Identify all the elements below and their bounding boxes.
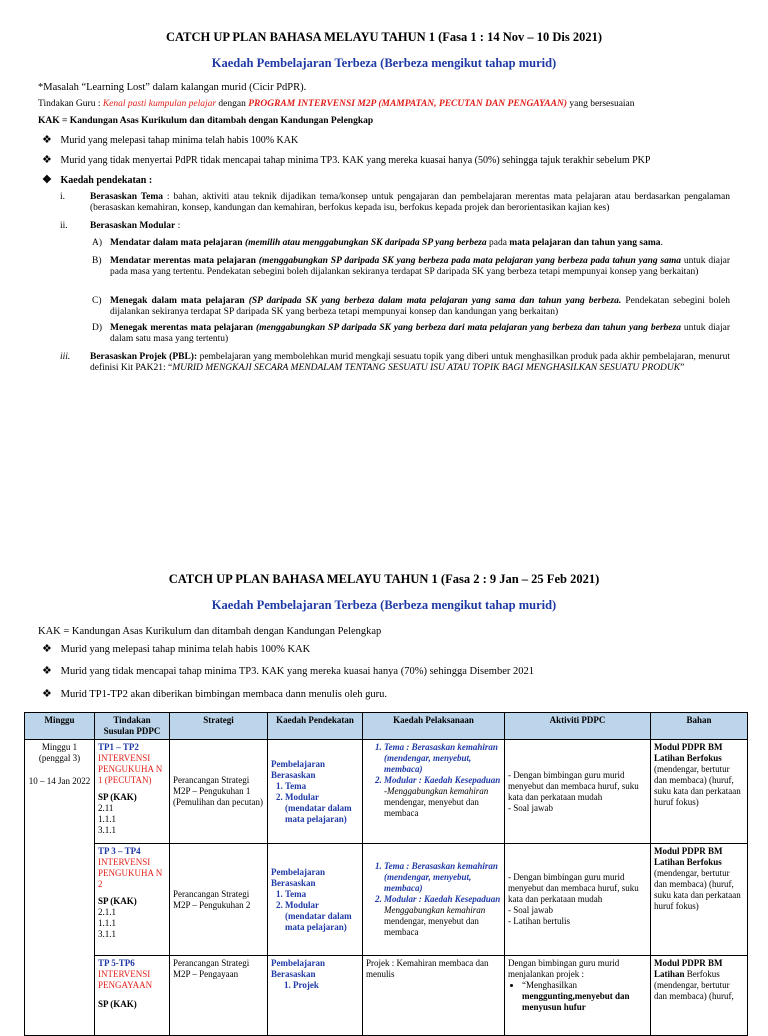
pendekatan-title: Pembelajaran Berasaskan bbox=[271, 758, 325, 780]
approach-project-quote-end: ” bbox=[680, 363, 685, 373]
phase1-title: CATCH UP PLAN BAHASA MELAYU TAHUN 1 (Fasa 1 : 14 Nov – 10 Dis 2021) bbox=[165, 30, 603, 44]
roman-numeral-ii: ii. bbox=[60, 221, 68, 231]
pelaksanaan-note-text: mendengar, menyebut dan membaca bbox=[384, 797, 479, 818]
pelaksanaan-note bbox=[366, 786, 501, 819]
modular-text: untuk diajar dalam satu masa yang tertentu) bbox=[110, 323, 731, 344]
header-bahan: Bahan bbox=[651, 713, 748, 740]
aktiviti-intro: Dengan bimbingan guru murid menjalankan projek : bbox=[508, 958, 620, 979]
diamond-bullet-icon: ❖ bbox=[42, 154, 52, 166]
aktiviti-text: Soal jawab bbox=[513, 802, 553, 813]
pelaksanaan-note bbox=[366, 905, 501, 938]
sp-code: 3.1.1 bbox=[98, 929, 116, 939]
pelaksanaan-note-text: mendengar, menyebut dan membaca bbox=[384, 916, 479, 937]
modular-title: Menegak dalam mata pelajaran bbox=[110, 296, 245, 306]
approach-modular-colon: : bbox=[175, 221, 181, 231]
phase2-bullet bbox=[42, 688, 742, 701]
list-item bbox=[384, 742, 501, 775]
table-row bbox=[25, 740, 748, 844]
pendekatan-cell bbox=[268, 844, 363, 956]
roman-numeral-iii: iii. bbox=[60, 352, 71, 362]
tp-level: TP 5-TP6 bbox=[98, 958, 135, 968]
approach-project-quote: MURID MENGKAJI SECARA MENDALAM TENTANG SESUATU ISU ATAU TOPIK BAGI MENGHASILKAN SESUATU PRODUK bbox=[172, 363, 681, 373]
pelaksanaan-cell bbox=[363, 740, 505, 844]
aktiviti-bold: menggunting,menyebut dan menyusun hufur bbox=[522, 991, 630, 1012]
action-highlight-1: Kenal pasti kumpulan pelajar bbox=[102, 99, 217, 109]
modular-title: Menegak merentas mata pelajaran bbox=[110, 323, 254, 333]
header-tindakan: Tindakan Susulan PDPC bbox=[95, 713, 170, 740]
aktiviti-list bbox=[508, 980, 647, 1013]
aktiviti-text: Dengan bimbingan guru murid menyebut dan membaca huruf, suku kata dan perkataan mudah bbox=[508, 872, 639, 904]
modular-item-b bbox=[110, 256, 730, 278]
aktiviti-cell bbox=[505, 844, 651, 956]
program-name: INTERVENSI PENGUKUHA N 2 bbox=[98, 857, 163, 889]
aktiviti-text: Soal jawab bbox=[513, 905, 553, 915]
tindakan-cell bbox=[95, 740, 170, 844]
plan-table bbox=[24, 712, 748, 1036]
modular-title: Mendatar merentas mata pelajaran bbox=[110, 256, 256, 266]
bahan-cell bbox=[651, 740, 748, 844]
bahan-title: Modul PDPR BM Latihan Berfokus bbox=[654, 742, 723, 763]
pelaksanaan-note-italic: Menggabungkan kemahiran bbox=[384, 905, 486, 915]
program-name: INTERVENSI PENGAYAAN bbox=[98, 969, 153, 990]
week-label: Minggu 1 (penggal 3) bbox=[38, 742, 81, 763]
header-kaedah-pendekatan: Kaedah Pendekatan bbox=[268, 713, 363, 740]
modular-text: pada bbox=[486, 238, 510, 248]
bahan-cell bbox=[651, 844, 748, 956]
list-item: 2. Modular (mendatar dalam mata pelajaran) bbox=[285, 900, 359, 933]
list-item: 1. Tema bbox=[285, 781, 359, 792]
diamond-bullet-icon: ❖ bbox=[42, 174, 52, 186]
pelaksanaan-theme: Tema : Berasaskan kemahiran (mendengar, menyebut, membaca) bbox=[384, 742, 498, 774]
pelaksanaan-text: Projek : Kemahiran membaca dan menulis bbox=[366, 958, 489, 979]
modular-emphasis: (menggabungkan SP daripada SK yang berbeza dari mata pelajaran yang berbeza dan tahun yang berbeza bbox=[255, 323, 681, 333]
modular-letter: B) bbox=[92, 256, 102, 266]
roman-numeral-i: i. bbox=[60, 192, 66, 202]
header-minggu: Minggu bbox=[25, 713, 95, 740]
pendekatan-cell bbox=[268, 740, 363, 844]
modular-letter: C) bbox=[92, 296, 102, 306]
modular-end: . bbox=[660, 238, 663, 248]
phase1-bullet bbox=[42, 154, 742, 167]
modular-item-a bbox=[110, 238, 730, 249]
bullet-text: Murid yang tidak menyertai PdPR tidak mencapai tahap minima TP3. KAK yang mereka kuasai hanya (50%) sehingga tajuk terakhir sebelum PKP bbox=[60, 155, 651, 166]
bullet-text: Murid yang tidak mencapai tahap minima TP3. KAK yang mereka kuasai hanya (70%) sehingga Disember 2021 bbox=[60, 666, 534, 677]
strategi-cell bbox=[170, 844, 268, 956]
table-row bbox=[25, 844, 748, 956]
program-name: INTERVENSI PENGUKUHA N 1 (PECUTAN) bbox=[98, 753, 163, 785]
problem-statement: *Masalah “Learning Lost” dalam kalangan murid (Cicir PdPR). bbox=[38, 82, 307, 93]
pelaksanaan-theme: Tema : Berasaskan kemahiran (mendengar, menyebut, membaca) bbox=[384, 861, 498, 893]
pelaksanaan-note-italic: -Menggabungkan kemahiran bbox=[384, 786, 489, 796]
action-suffix: yang bersesuaian bbox=[566, 99, 635, 109]
sp-label: SP (KAK) bbox=[98, 896, 137, 906]
bahan-text: Berfokus (mendengar, bertutur dan membaca) (huruf, bbox=[654, 969, 734, 1001]
diamond-bullet-icon: ❖ bbox=[42, 134, 52, 146]
pelaksanaan-modular: Modular : Kaedah Kesepaduan bbox=[384, 894, 501, 904]
sp-code: 1.1.1 bbox=[98, 918, 116, 928]
strategi-text: Perancangan Strategi M2P – Pengukuhan 2 bbox=[173, 888, 251, 910]
list-item bbox=[522, 980, 647, 1013]
bahan-text: (mendengar, bertutur dan membaca) (huruf, suku kata dan perkataan huruf fokus) bbox=[654, 868, 741, 911]
aktiviti-cell bbox=[505, 740, 651, 844]
phase2-subtitle: Kaedah Pembelajaran Terbeza (Berbeza mengikut tahap murid) bbox=[211, 598, 557, 612]
approach-project-title: Berasaskan Projek (PBL): bbox=[90, 352, 198, 362]
sp-label: SP (KAK) bbox=[98, 999, 137, 1009]
approach-heading bbox=[42, 174, 742, 187]
header-kaedah-pelaksanaan: Kaedah Pelaksanaan bbox=[363, 713, 505, 740]
diamond-bullet-icon: ❖ bbox=[42, 665, 52, 677]
diamond-bullet-icon: ❖ bbox=[42, 688, 52, 700]
pelaksanaan-cell bbox=[363, 844, 505, 956]
sp-code: 2.1.1 bbox=[98, 907, 116, 917]
modular-emphasis: (SP daripada SK yang berbeza dalam mata pelajaran yang sama dan tahun yang berbeza. bbox=[248, 296, 622, 306]
bahan-title: Modul PDPR BM Latihan bbox=[654, 958, 723, 979]
approach-modular-title: Berasaskan Modular bbox=[90, 221, 176, 231]
bullet-text: Murid TP1-TP2 akan diberikan bimbingan membaca dann menulis oleh guru. bbox=[60, 689, 388, 700]
strategi-text: Perancangan Strategi M2P – Pengayaan bbox=[173, 958, 250, 979]
diamond-bullet-icon: ❖ bbox=[42, 643, 52, 655]
week-dates: 10 – 14 Jan 2022 bbox=[28, 776, 91, 786]
list-item: 1. Projek bbox=[293, 980, 359, 991]
pelaksanaan-list bbox=[366, 742, 501, 786]
header-aktiviti: Aktiviti PDPC bbox=[505, 713, 651, 740]
approach-theme-title: Berasaskan Tema bbox=[90, 192, 164, 202]
approach-theme-text: : bahan, aktiviti atau teknik dijadikan tema/konsep untuk pengajaran dan pembelajaran merentas mata pelajaran atau berdasarkan pengalaman (berasaskan kemahiran, konsep, kandungan dan kemahiran, berfokus kepada isu, berfokus kepada projek dan berorientasikan kajian kes) bbox=[90, 192, 731, 213]
table-header-row bbox=[25, 713, 748, 740]
pendekatan-list bbox=[271, 980, 359, 991]
aktiviti-item: - Latihan bertulis bbox=[508, 916, 570, 926]
aktiviti-item: - Soal jawab bbox=[508, 905, 553, 915]
action-mid: dengan bbox=[216, 99, 249, 109]
header-strategi: Strategi bbox=[170, 713, 268, 740]
phase1-bullet bbox=[42, 134, 742, 147]
tindakan-cell bbox=[95, 844, 170, 956]
modular-item-c bbox=[110, 296, 730, 318]
strategi-text: Perancangan Strategi M2P – Pengukuhan 1 (Pemulihan dan pecutan) bbox=[173, 775, 263, 807]
teacher-action bbox=[38, 99, 738, 110]
phase1-subtitle: Kaedah Pembelajaran Terbeza (Berbeza mengikut tahap murid) bbox=[211, 56, 557, 70]
sp-label: SP (KAK) bbox=[98, 792, 137, 802]
approach-modular bbox=[90, 221, 730, 232]
action-highlight-2: PROGRAM INTERVENSI M2P (MAMPATAN, PECUTAN DAN PENGAYAAN) bbox=[248, 99, 567, 109]
bahan-text: (mendengar, bertutur dan membaca) (huruf, suku kata dan perkataan huruf fokus) bbox=[654, 764, 741, 807]
aktiviti-item: - Soal jawab bbox=[508, 802, 553, 813]
pendekatan-list bbox=[271, 781, 359, 825]
approach-project bbox=[90, 352, 730, 374]
list-item: 1. Tema bbox=[285, 889, 359, 900]
phase2-title: CATCH UP PLAN BAHASA MELAYU TAHUN 1 (Fasa 2 : 9 Jan – 25 Feb 2021) bbox=[168, 572, 600, 586]
approach-project-text: pembelajaran yang membolehkan murid mengkaji sesuatu topik yang diberi untuk menghasilkan produk pada akhir pembelajaran, menurut definisi Kit PAK21: “ bbox=[90, 352, 730, 373]
strategi-cell bbox=[170, 740, 268, 844]
aktiviti-quote: “Menghasilkan bbox=[522, 980, 577, 990]
modular-letter: D) bbox=[92, 323, 103, 333]
pelaksanaan-list bbox=[366, 861, 501, 905]
pendekatan-title: Pembelajaran Berasaskan bbox=[271, 866, 325, 888]
modular-text: untuk diajar pada masa yang tertentu. Pendekatan sebegini boleh dijalankan sekiranya terdapat SP daripada SK yang berbeza tetapi mempunyai konsep yang berkaitan) bbox=[110, 256, 731, 277]
aktiviti-text: Latihan bertulis bbox=[513, 916, 570, 926]
bahan-title: Modul PDPR BM Latihan Berfokus bbox=[654, 846, 723, 867]
pendekatan-title: Pembelajaran Berasaskan bbox=[271, 958, 325, 979]
aktiviti-item: - Dengan bimbingan guru murid menyebut dan membaca huruf, suku kata dan perkataan mudah bbox=[508, 769, 639, 802]
modular-text: Pendekatan sebegini boleh dijalankan sekiranya terdapat SP daripada SK yang berbeza tetapi mempunyai konsep dan kandungan yang berkaitan) bbox=[110, 296, 731, 317]
modular-emphasis: (menggabungkan SP daripada SK yang berbeza pada mata pelajaran yang berbeza pada tahun yang sama bbox=[258, 256, 682, 266]
pendekatan-list bbox=[271, 889, 359, 933]
list-item bbox=[384, 775, 501, 786]
bullet-text: Murid yang melepasi tahap minima telah habis 100% KAK bbox=[60, 644, 311, 655]
sp-code: 2.11 bbox=[98, 803, 114, 813]
approach-theme bbox=[90, 192, 730, 214]
phase2-kak-definition: KAK = Kandungan Asas Kurikulum dan ditambah dengan Kandungan Pelengkap bbox=[38, 626, 382, 637]
kak-definition: KAK = Kandungan Asas Kurikulum dan ditambah dengan Kandungan Pelengkap bbox=[38, 116, 374, 126]
phase2-bullet bbox=[42, 643, 742, 656]
aktiviti-text: Dengan bimbingan guru murid menyebut dan membaca huruf, suku kata dan perkataan mudah bbox=[508, 769, 639, 802]
aktiviti-item: - Dengan bimbingan guru murid menyebut dan membaca huruf, suku kata dan perkataan mudah bbox=[508, 872, 639, 904]
modular-letter: A) bbox=[92, 238, 103, 248]
approach-heading-text: Kaedah pendekatan : bbox=[60, 175, 153, 186]
list-item: 2. Modular (mendatar dalam mata pelajaran) bbox=[285, 792, 359, 825]
week-cell bbox=[25, 740, 95, 1036]
pelaksanaan-modular: Modular : Kaedah Kesepaduan bbox=[384, 775, 501, 785]
action-prefix: Tindakan Guru : bbox=[38, 99, 103, 109]
tp-level: TP1 – TP2 bbox=[98, 742, 139, 752]
modular-title: Mendatar dalam mata pelajaran bbox=[110, 238, 243, 248]
list-item bbox=[384, 894, 501, 905]
bullet-text: Murid yang melepasi tahap minima telah habis 100% KAK bbox=[60, 135, 299, 146]
modular-item-d bbox=[110, 323, 730, 345]
sp-code: 1.1.1 bbox=[98, 814, 116, 824]
sp-code: 3.1.1 bbox=[98, 825, 116, 835]
phase2-bullet bbox=[42, 665, 742, 678]
tp-level: TP 3 – TP4 bbox=[98, 846, 141, 856]
modular-emphasis: (memilih atau menggabungkan SK daripada SP yang berbeza bbox=[244, 238, 487, 248]
list-item bbox=[384, 861, 501, 894]
modular-title-2: mata pelajaran dan tahun yang sama bbox=[509, 238, 661, 248]
